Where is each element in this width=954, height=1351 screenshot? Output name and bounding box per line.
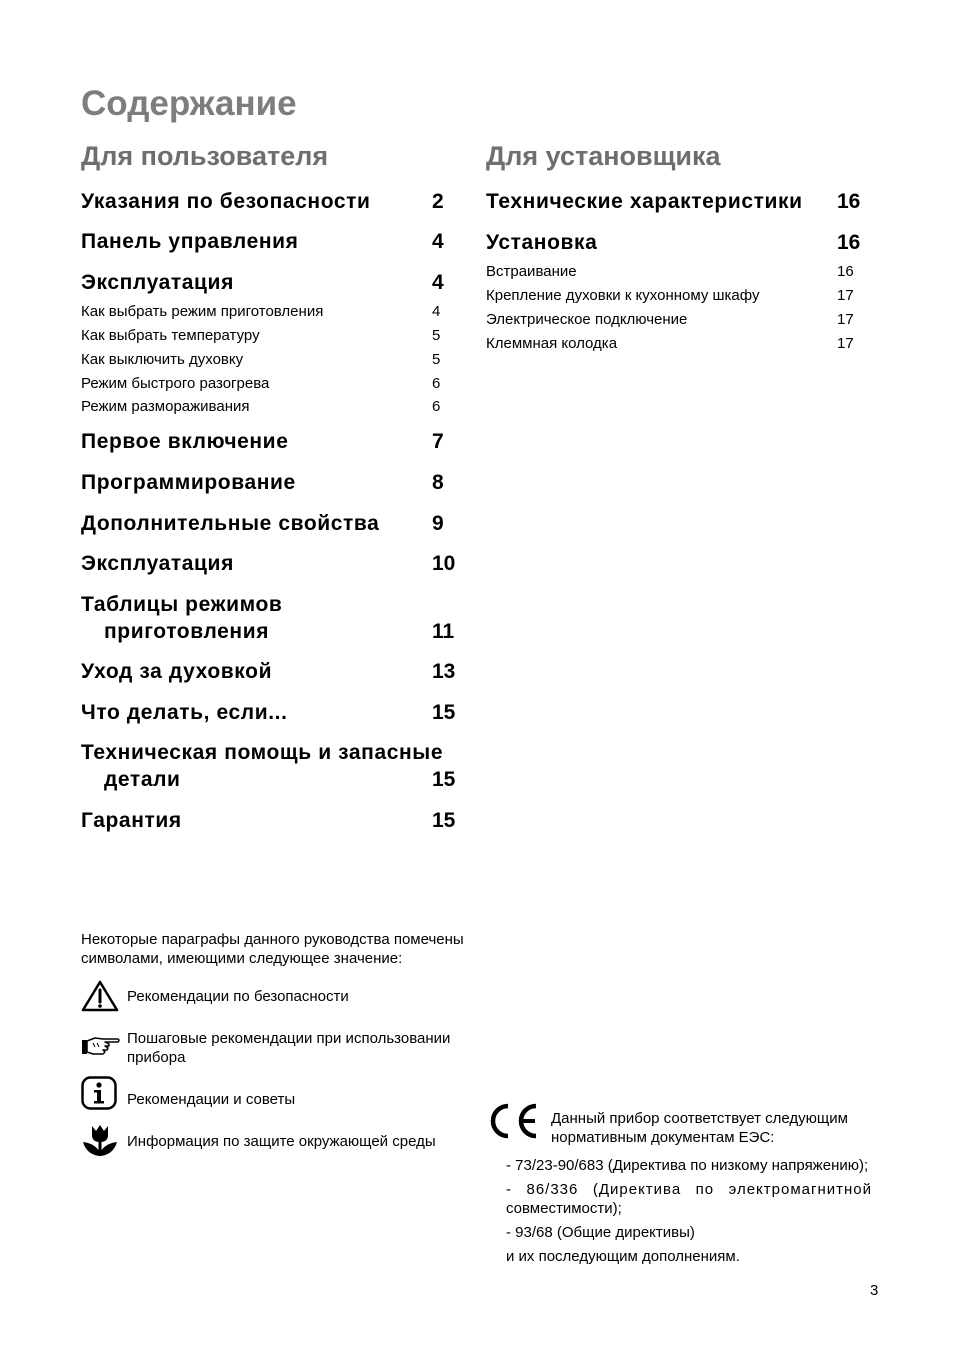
toc-subentry-label[interactable]: Клеммная колодка <box>486 335 618 352</box>
legend-intro-line1: Некоторые параграфы данного руководства помечены <box>81 931 464 948</box>
toc-entry-page: 16 <box>837 190 861 213</box>
user-section-title: Для пользователя <box>81 141 329 171</box>
ce-mark-icon <box>486 1101 540 1146</box>
toc-entry-page: 4 <box>432 271 444 294</box>
toc-subentry-page: 4 <box>432 303 441 320</box>
pointing-hand-icon <box>81 1034 121 1065</box>
legend-step-text-line1: Пошаговые рекомендации при использовании <box>127 1030 451 1047</box>
toc-entry-label[interactable]: Эксплуатация <box>81 552 234 575</box>
toc-entry-page: 13 <box>432 660 456 683</box>
toc-entry-page: 2 <box>432 190 444 213</box>
environment-flower-icon <box>81 1122 119 1163</box>
directive-line: - 73/23-90/683 (Директива по низкому напряжению); <box>506 1157 869 1174</box>
toc-subentry-page: 6 <box>432 398 441 415</box>
toc-entry-label[interactable]: Панель управления <box>81 230 299 253</box>
directive-line: - 86/336 (Директива по электромагнитной <box>506 1181 872 1198</box>
directive-line: совместимости); <box>506 1200 622 1217</box>
toc-subentry-page: 5 <box>432 351 441 368</box>
legend-environment-text: Информация по защите окружающей среды <box>127 1133 436 1150</box>
toc-entry-label-continued[interactable]: детали <box>104 768 181 791</box>
toc-subentry-label[interactable]: Встраивание <box>486 263 577 280</box>
page-number: 3 <box>870 1282 879 1299</box>
legend-step-text-line2: прибора <box>127 1049 186 1066</box>
info-icon <box>81 1076 117 1115</box>
toc-entry-label[interactable]: Технические характеристики <box>486 190 803 213</box>
toc-subentry-page: 17 <box>837 311 854 328</box>
installer-section-title: Для установщика <box>486 141 721 171</box>
toc-subentry-label[interactable]: Режим быстрого разогрева <box>81 375 270 392</box>
toc-entry-label[interactable]: Гарантия <box>81 809 182 832</box>
toc-entry-page: 10 <box>432 552 456 575</box>
toc-entry-page: 11 <box>432 620 455 643</box>
toc-entry-page: 15 <box>432 701 456 724</box>
toc-entry-page: 4 <box>432 230 444 253</box>
directive-line: и их последующим дополнениям. <box>506 1248 740 1265</box>
toc-entry-label[interactable]: Первое включение <box>81 430 289 453</box>
legend-tips-text: Рекомендации и советы <box>127 1091 296 1108</box>
ce-statement-line2: нормативным документам ЕЭС: <box>551 1129 775 1146</box>
toc-subentry-page: 16 <box>837 263 854 280</box>
toc-subentry-page: 5 <box>432 327 441 344</box>
legend-safety-text: Рекомендации по безопасности <box>127 988 349 1005</box>
toc-subentry-label[interactable]: Как выбрать режим приготовления <box>81 303 324 320</box>
toc-entry-label[interactable]: Эксплуатация <box>81 271 234 294</box>
legend-intro-line2: символами, имеющими следующее значение: <box>81 950 403 967</box>
toc-entry-label[interactable]: Указания по безопасности <box>81 190 371 213</box>
toc-entry-page: 7 <box>432 430 444 453</box>
toc-entry-page: 8 <box>432 471 444 494</box>
toc-subentry-page: 17 <box>837 335 854 352</box>
toc-entry-label[interactable]: Уход за духовкой <box>81 660 273 683</box>
toc-entry-label[interactable]: Дополнительные свойства <box>81 512 380 535</box>
page-title: Содержание <box>81 84 297 123</box>
toc-entry-label-continued[interactable]: приготовления <box>104 620 270 643</box>
toc-subentry-label[interactable]: Как выбрать температуру <box>81 327 260 344</box>
toc-entry-label[interactable]: Программирование <box>81 471 296 494</box>
toc-entry-page: 15 <box>432 768 456 791</box>
toc-subentry-label[interactable]: Крепление духовки к кухонному шкафу <box>486 287 760 304</box>
toc-entry-label[interactable]: Таблицы режимов <box>81 593 283 616</box>
directive-line: - 93/68 (Общие директивы) <box>506 1224 695 1241</box>
toc-entry-label[interactable]: Техническая помощь и запасные <box>81 741 444 764</box>
toc-subentry-label[interactable]: Электрическое подключение <box>486 311 688 328</box>
toc-entry-page: 9 <box>432 512 444 535</box>
toc-entry-page: 15 <box>432 809 456 832</box>
warning-triangle-icon <box>81 980 119 1017</box>
toc-subentry-page: 17 <box>837 287 854 304</box>
toc-subentry-page: 6 <box>432 375 441 392</box>
ce-statement-line1: Данный прибор соответствует следующим <box>551 1110 848 1127</box>
toc-entry-label[interactable]: Что делать, если... <box>81 701 288 724</box>
toc-entry-label[interactable]: Установка <box>486 231 598 254</box>
toc-entry-page: 16 <box>837 231 861 254</box>
toc-subentry-label[interactable]: Как выключить духовку <box>81 351 244 368</box>
toc-subentry-label[interactable]: Режим размораживания <box>81 398 250 415</box>
